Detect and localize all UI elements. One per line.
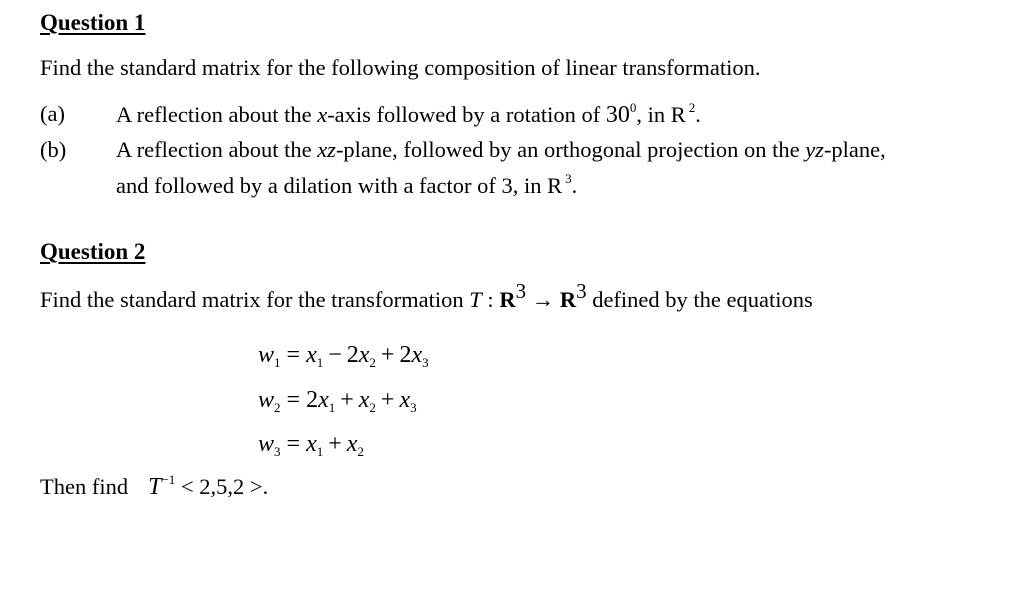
eq1-t3: x — [411, 342, 423, 368]
item-a-text — [116, 100, 701, 128]
question-1-heading: Question 1 — [40, 10, 146, 35]
question-2-intro-2: defined by the equations — [586, 287, 813, 312]
then-find-line — [40, 472, 269, 500]
item-a-text-4: . — [695, 102, 701, 127]
codomain-symbol: R — [559, 287, 577, 312]
eq1-t2: x — [358, 342, 370, 368]
eq2-equals: = — [280, 387, 307, 413]
item-a-label: (a) — [40, 101, 65, 126]
domain-sup: 3 — [515, 279, 527, 303]
transformation-symbol: T — [469, 287, 482, 312]
eq3-op1: + — [328, 431, 342, 457]
item-b-text-2: -plane, followed by an orthogonal projection on the — [335, 137, 806, 162]
question-2-intro — [40, 279, 813, 312]
eq1-t3-sub: 3 — [422, 355, 429, 370]
eq1-op2: + — [380, 342, 395, 368]
item-a-text-1: A reflection about the — [116, 102, 318, 127]
equation-3 — [258, 431, 364, 459]
item-b-text-3: -plane, — [823, 137, 886, 162]
item-b-line2-1: and followed by a dilation with a factor of 3, in R — [116, 173, 563, 198]
eq1-c2: 2 — [346, 342, 359, 368]
eq3-lhs-sub: 3 — [274, 444, 281, 459]
question-2-intro-1: Find the standard matrix for the transformation — [40, 287, 470, 312]
eq1-lhs-sub: 1 — [274, 355, 281, 370]
eq3-t2: x — [346, 431, 358, 457]
eq1-t1: x — [306, 342, 317, 368]
eq2-op1: + — [340, 387, 354, 413]
eq2-t2: x — [358, 387, 370, 413]
eq1-c3: 2 — [399, 342, 412, 368]
eq2-t1-sub: 1 — [328, 400, 336, 415]
codomain-sup: 3 — [576, 279, 587, 303]
eq2-c1: 2 — [306, 387, 319, 413]
eq1-equals: = — [280, 342, 307, 368]
eq1-op1: − — [328, 342, 342, 368]
eq1-t1-sub: 1 — [316, 355, 324, 370]
item-b-var-yz: yz — [805, 137, 824, 162]
inverse-sup: −1 — [161, 472, 176, 487]
inverse-vector: < 2,5,2 >. — [175, 474, 269, 499]
arrow-symbol: → — [526, 287, 560, 312]
eq3-lhs: w — [258, 431, 275, 457]
domain-symbol: R — [499, 287, 516, 312]
eq2-op2: + — [380, 387, 395, 413]
eq1-lhs: w — [258, 342, 275, 368]
item-b-text-line-1 — [116, 139, 886, 162]
transformation-colon: : — [481, 287, 500, 312]
then-find-text: Then find — [40, 474, 129, 499]
item-b-var-xz: xz — [317, 137, 336, 162]
question-1-intro: Find the standard matrix for the following composition of linear transformation. — [40, 55, 761, 80]
item-b-text-1: A reflection about the — [116, 137, 318, 162]
item-b-text-line-2 — [116, 171, 578, 198]
item-a-text-3: , in R — [636, 102, 686, 127]
item-a-angle: 30 — [605, 102, 630, 128]
eq3-t1: x — [306, 431, 317, 457]
question-2-heading: Question 2 — [40, 239, 146, 264]
eq3-t2-sub: 2 — [357, 444, 364, 459]
item-b-line2-2: . — [571, 173, 578, 198]
eq2-t3: x — [399, 387, 411, 413]
eq1-t2-sub: 2 — [369, 355, 376, 370]
eq2-t1: x — [318, 387, 329, 413]
item-a-space-sup: 2 — [688, 100, 696, 115]
eq3-t1-sub: 1 — [316, 444, 324, 459]
equation-2 — [258, 387, 417, 415]
item-a-text-2: -axis followed by a rotation of — [327, 102, 606, 127]
eq2-t2-sub: 2 — [369, 400, 376, 415]
inverse-T: T — [148, 474, 162, 500]
eq2-lhs: w — [258, 387, 275, 413]
item-a-var-x: x — [317, 102, 328, 127]
item-a-angle-sup: 0 — [629, 100, 637, 115]
item-b-label: (b) — [40, 137, 67, 162]
eq2-lhs-sub: 2 — [274, 400, 281, 415]
item-b-space-sup: 3 — [565, 171, 572, 186]
eq2-t3-sub: 3 — [410, 400, 417, 415]
equation-1 — [258, 342, 429, 370]
eq3-equals: = — [280, 431, 307, 457]
